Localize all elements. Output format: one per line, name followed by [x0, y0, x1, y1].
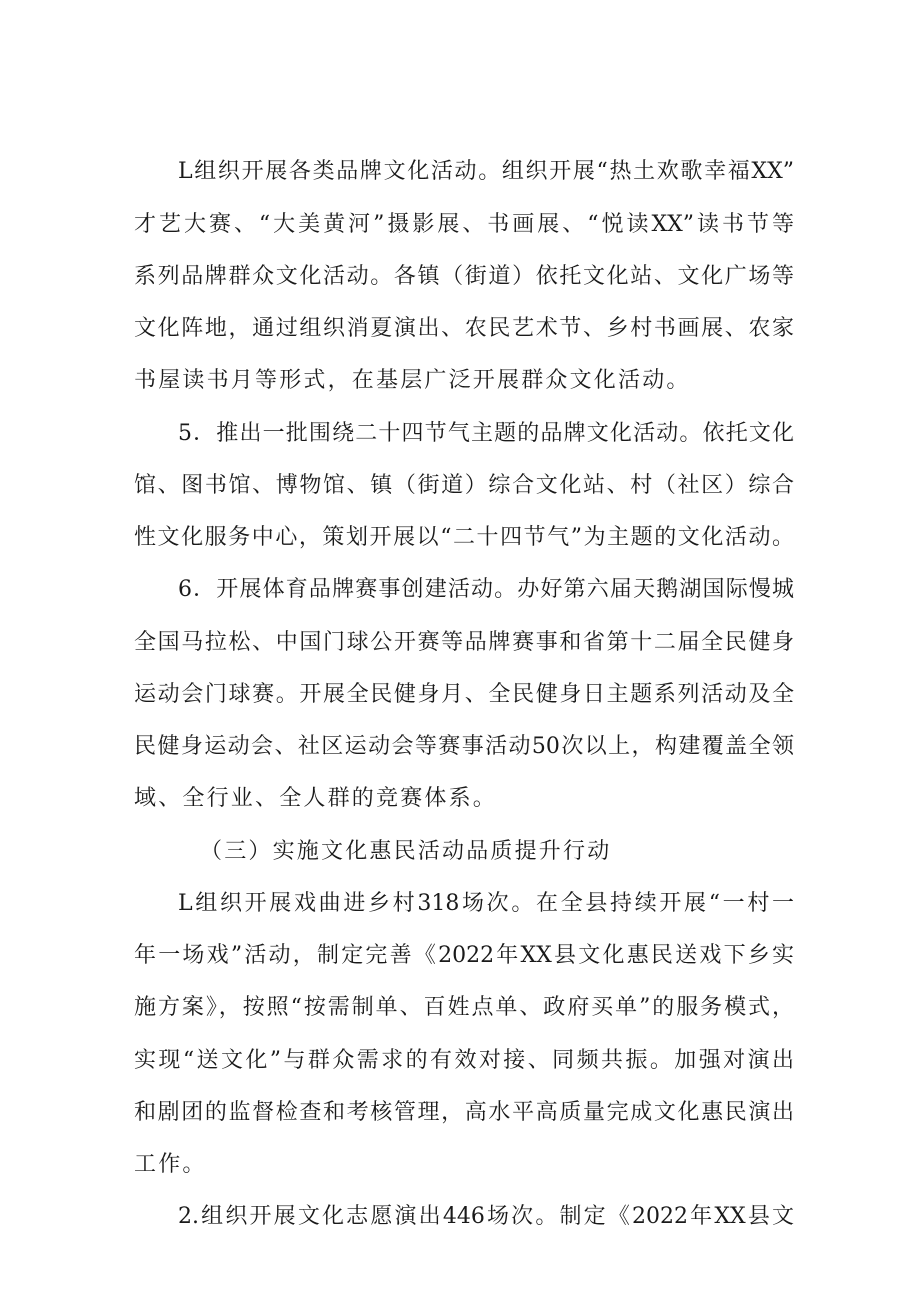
text-line: 全国马拉松、中国门球公开赛等品牌赛事和省第十二届全民健身: [134, 630, 794, 655]
text-line: 施方案》，按照“按需制单、百姓点单、政府买单”的服务模式，: [134, 995, 794, 1020]
text-line: 年一场戏”活动，制定完善《2022年XX县文化惠民送戏下乡实: [134, 943, 794, 968]
text-line: 2.组织开展文化志愿演出446场次。制定《2022年XX县文: [178, 1204, 794, 1229]
text-line: 系列品牌群众文化活动。各镇（街道）依托文化站、文化广场等: [134, 264, 794, 289]
text-line: 性文化服务中心，策划开展以“二十四节气”为主题的文化活动。: [134, 525, 794, 550]
text-line: 民健身运动会、社区运动会等赛事活动50次以上，构建覆盖全领: [134, 734, 794, 759]
text-line: 5．推出一批围绕二十四节气主题的品牌文化活动。依托文化: [178, 421, 794, 446]
section-heading: （三）实施文化惠民活动品质提升行动: [200, 839, 612, 864]
text-line: 6．开展体育品牌赛事创建活动。办好第六届天鹅湖国际慢城: [178, 577, 794, 602]
text-line: 文化阵地，通过组织消夏演出、农民艺术节、乡村书画展、农家: [134, 316, 794, 341]
text-line: L组织开展各类品牌文化活动。组织开展“热土欢歌幸福XX”: [178, 159, 794, 184]
text-line: 和剧团的监督检查和考核管理，高水平高质量完成文化惠民演出: [134, 1100, 794, 1125]
text-line: 实现“送文化”与群众需求的有效对接、同频共振。加强对演出: [134, 1048, 794, 1073]
text-line: 书屋读书月等形式，在基层广泛开展群众文化活动。: [134, 368, 691, 393]
text-line: 域、全行业、全人群的竞赛体系。: [134, 786, 498, 811]
text-line: 运动会门球赛。开展全民健身月、全民健身日主题系列活动及全: [134, 682, 794, 707]
text-line: L组织开展戏曲进乡村318场次。在全县持续开展“一村一: [178, 891, 794, 916]
text-line: 工作。: [134, 1152, 207, 1177]
text-line: 才艺大赛、“大美黄河”摄影展、书画展、“悦读XX”读书节等: [134, 212, 794, 237]
text-line: 馆、图书馆、博物馆、镇（街道）综合文化站、村（社区）综合: [134, 473, 794, 498]
